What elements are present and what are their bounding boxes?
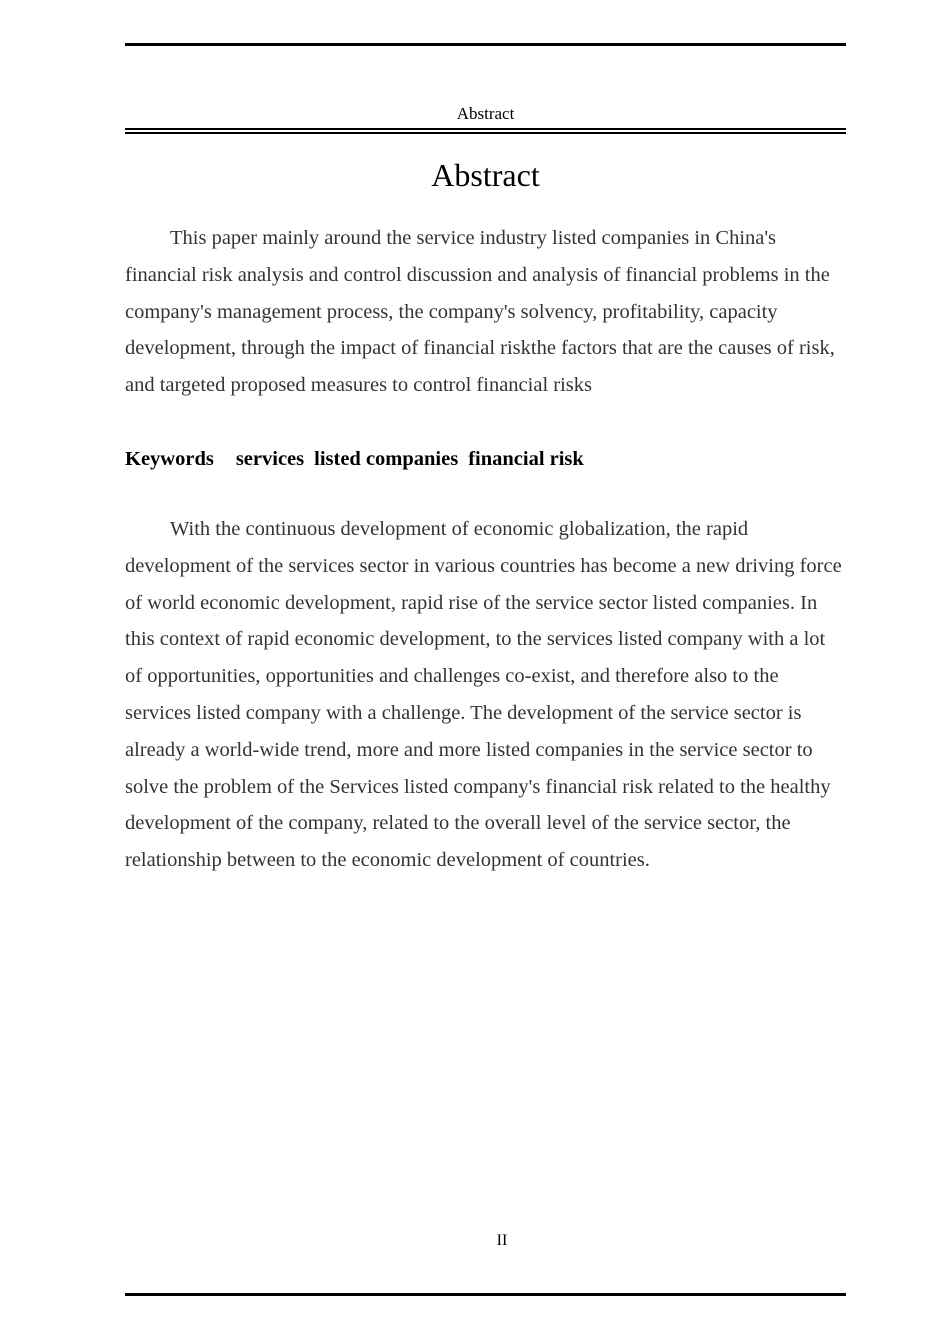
abstract-paragraph-2: With the continuous development of economic globalization, the rapid development of the services sector in various countries has become a new driving force of world economic development, rapid rise of the service sector listed companies. In this context of rapid economic development, to the services listed company with a lot of opportunities, opportunities and challenges co-exist, and therefore also to the services listed company with a challenge. The development of the service sector is already a world-wide trend, more and more listed companies in the service sector to solve the problem of the Services listed company's financial risk related to the healthy development of the company, related to the overall level of the service sector, the relationship between to the economic development of countries. xyxy=(125,518,842,872)
abstract-paragraph-1: This paper mainly around the service industry listed companies in China's financial risk analysis and control discussion and analysis of financial problems in the company's management process, the company's solvency, profitability, capacity development, through the impact of financial riskthe factors that are the causes of risk, and targeted proposed measures to control financial risks xyxy=(125,227,835,397)
header-top-rule xyxy=(125,43,846,46)
keyword-item: financial risk xyxy=(468,448,584,470)
keyword-item: listed companies xyxy=(314,448,459,470)
keyword-item: services xyxy=(235,448,305,470)
page-title: Abstract xyxy=(431,157,540,193)
keywords-line xyxy=(125,446,846,472)
page-number: II xyxy=(496,1232,508,1249)
running-header: Abstract xyxy=(456,104,515,123)
keywords-label: Keywords xyxy=(125,448,214,470)
header-double-rule xyxy=(125,128,846,134)
footer-bottom-rule xyxy=(125,1293,846,1296)
